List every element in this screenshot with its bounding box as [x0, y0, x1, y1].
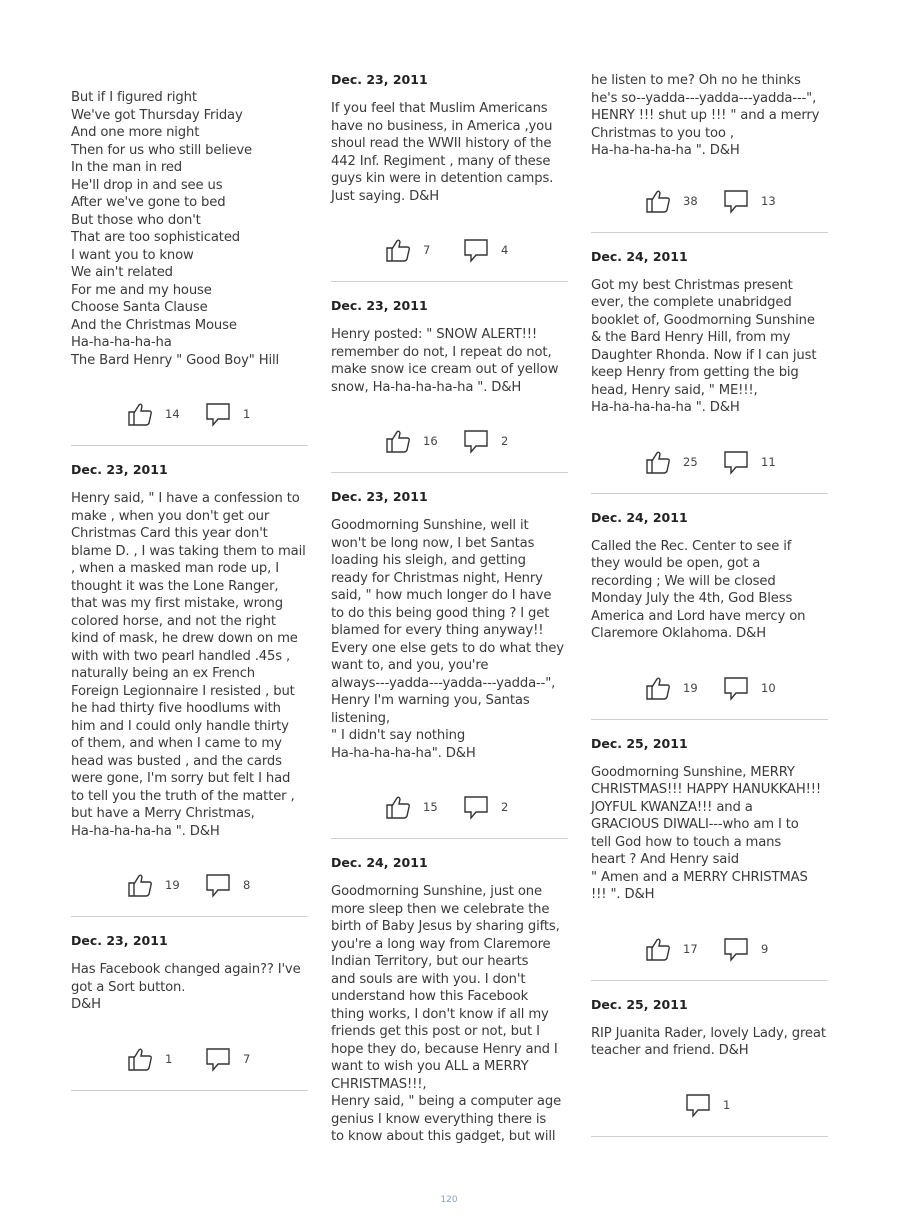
post-text: Henry posted: " SNOW ALERT!!! remember do not, I repeat do not, make snow ice cream out of yellow snow, Ha-ha-ha-ha-ha ". D&H: [331, 327, 559, 395]
post-actions: [591, 673, 828, 703]
post: [591, 736, 828, 981]
post-date: Dec. 23, 2011: [331, 298, 428, 313]
comment-count: 9: [761, 941, 769, 956]
post-date: Dec. 24, 2011: [591, 509, 688, 525]
post: [331, 855, 568, 1146]
post-actions: [331, 792, 568, 822]
comment-count: 13: [761, 193, 776, 208]
column-2: [331, 72, 568, 1146]
post-text: Goodmorning Sunshine, MERRY CHRISTMAS!!! HAPPY HANUKKAH!!! JOYFUL KWANZA!!! and a GRACIOUS DIWALI---who am I to tell God how to touch a mans heart ? And Henry said " Amen and a MERRY CHRISTMAS !!! ". D&H: [591, 764, 822, 902]
thumbs-up-icon: [127, 1046, 153, 1072]
thumbs-up-icon: [385, 237, 411, 263]
thumbs-up-icon: [385, 428, 411, 454]
post-text: Goodmorning Sunshine, well it won't be long now, I bet Santas loading his sleigh, and getting ready for Christmas night, Henry said, " how much longer do I have to do this being good thing ? I get blamed for every thing anyway!! Every one else gets to do what they want to, and you, you're always---yadda---yadda---yadda--", Henry I'm warning you, Santas listening, " I didn't say nothing Ha-ha-ha-ha-ha". D&H: [331, 518, 564, 761]
post-text: Has Facebook changed again?? I've got a Sort button. D&H: [71, 962, 301, 1012]
post-divider: [331, 281, 568, 282]
post: [331, 72, 568, 282]
like-count: 7: [423, 243, 431, 257]
post-date: Dec. 24, 2011: [331, 855, 428, 870]
comment-icon: [463, 794, 489, 820]
post-divider: [591, 493, 828, 494]
post-actions: [591, 934, 828, 964]
comment-icon: [205, 401, 231, 427]
post-date: Dec. 25, 2011: [591, 735, 688, 751]
post-actions: [71, 399, 308, 429]
post-divider: [71, 445, 308, 446]
post-actions: [71, 1044, 308, 1074]
like-count: 14: [165, 407, 180, 421]
comment-icon: [685, 1092, 711, 1118]
post-divider: [71, 1090, 308, 1091]
post: [591, 72, 828, 233]
post-date: Dec. 23, 2011: [71, 462, 168, 477]
post-divider: [591, 980, 828, 981]
comment-count: 4: [501, 243, 509, 257]
post-text: Henry said, " I have a confession to make , when you don't get our Christmas Card this year don't blame D. , I was taking them to mail , when a masked man rode up, I thought it was the Lone Ranger, that was my first mistake, wrong colored horse, and not the right kind of mask, he drew down on me with with two pearl handled .45s , naturally being an ex French Foreign Legionnaire I resisted , but he had thirty five hoodlums with him and I could only handle thirty of them, and when I came to my head was busted , and the cards were gone, I'm sorry but felt I had to tell you the truth of the matter , but have a Merry Christmas, Ha-ha-ha-ha-ha ". D&H: [71, 491, 306, 839]
post-actions: [331, 426, 568, 456]
like-count: 1: [165, 1051, 173, 1066]
thumbs-up-icon: [645, 449, 671, 475]
post: [591, 510, 828, 720]
thumbs-up-icon: [645, 188, 671, 214]
post-divider: [71, 916, 308, 917]
comment-icon: [723, 936, 749, 962]
post-date: Dec. 23, 2011: [331, 489, 428, 504]
post-text: RIP Juanita Rader, lovely Lady, great teacher and friend. D&H: [591, 1025, 826, 1058]
thumbs-up-icon: [645, 675, 671, 701]
comment-icon: [463, 428, 489, 454]
post-text: Got my best Christmas present ever, the complete unabridged booklet of, Goodmorning Sunshine & the Bard Henry Hill, from my Daughter Rhonda. Now if I can just keep Henry from getting the big head, Henry said, " ME!!!, Ha-ha-ha-ha-ha ". D&H: [591, 277, 817, 415]
like-count: 19: [165, 878, 180, 892]
post-actions: [591, 447, 828, 477]
comment-icon: [723, 449, 749, 475]
comment-icon: [723, 675, 749, 701]
column-1: [71, 89, 308, 1091]
post-text: he listen to me? Oh no he thinks he's so--yadda---yadda---yadda---", HENRY !!! shut up !!! " and a merry Christmas to you too , Ha-ha-ha-ha-ha ". D&H: [591, 73, 820, 158]
post: [331, 489, 568, 839]
comment-icon: [723, 188, 749, 214]
post-text: But if I figured right We've got Thursday Friday And one more night Then for us who still believe In the man in red He'll drop in and see us After we've gone to bed But those who don't That are too sophisticated I want you to know We ain't related For me and my house Choose Santa Clause And the Christmas Mouse Ha-ha-ha-ha-ha The Bard Henry " Good Boy" Hill: [71, 90, 280, 368]
post: [591, 249, 828, 494]
comment-count: 11: [761, 454, 776, 469]
post-divider: [591, 1136, 828, 1137]
comment-icon: [205, 1046, 231, 1072]
thumbs-up-icon: [127, 872, 153, 898]
post-text: Goodmorning Sunshine, just one more sleep then we celebrate the birth of Baby Jesus by sharing gifts, you're a long way from Claremore Indian Territory, but our hearts and souls are with you. I don't understand how this Facebook thing works, I don't know if all my friends get this post or not, but I hope they do, because Henry and I want to wish you ALL a MERRY CHRISTMAS!!!, Henry said, " being a computer age genius I know everything there is to know about this gadget, but will: [331, 884, 562, 1144]
post-date: Dec. 23, 2011: [331, 72, 428, 87]
comment-count: 1: [243, 407, 251, 421]
comment-icon: [463, 237, 489, 263]
like-count: 15: [423, 800, 438, 814]
post-text: Called the Rec. Center to see if they would be open, got a recording ; We will be closed Monday July the 4th, God Bless America and Lord have mercy on Claremore Oklahoma. D&H: [591, 538, 806, 641]
comment-icon: [205, 872, 231, 898]
comment-count: 8: [243, 878, 251, 892]
post-text: If you feel that Muslim Americans have no business, in America ,you shoul read the WWII history of the 442 Inf. Regiment , many of these guys kin were in detention camps. Just saying. D&H: [331, 101, 554, 204]
page-number: 120: [440, 1195, 458, 1205]
comment-count: 7: [243, 1051, 251, 1066]
post-divider: [591, 232, 828, 233]
post-actions: [71, 870, 308, 900]
post-date: Dec. 23, 2011: [71, 933, 168, 948]
post: [71, 933, 308, 1091]
post: [591, 997, 828, 1137]
thumbs-up-icon: [127, 401, 153, 427]
post-actions: [591, 186, 828, 216]
thumbs-up-icon: [385, 794, 411, 820]
comment-count: 1: [723, 1097, 731, 1112]
thumbs-up-icon: [645, 936, 671, 962]
like-count: 19: [683, 680, 698, 695]
post: [71, 462, 308, 917]
like-count: 25: [683, 454, 698, 469]
like-count: 38: [683, 193, 698, 208]
post-date: Dec. 24, 2011: [591, 248, 688, 264]
post-divider: [331, 838, 568, 839]
post-actions: [331, 235, 568, 265]
post-divider: [331, 472, 568, 473]
comment-count: 2: [501, 800, 509, 814]
like-count: 17: [683, 941, 698, 956]
post-actions: [591, 1090, 828, 1120]
post: [71, 89, 308, 446]
post-divider: [591, 719, 828, 720]
post-date: Dec. 25, 2011: [591, 996, 688, 1012]
column-3: [591, 72, 828, 1137]
post: [331, 298, 568, 473]
comment-count: 2: [501, 434, 509, 448]
like-count: 16: [423, 434, 438, 448]
comment-count: 10: [761, 680, 776, 695]
